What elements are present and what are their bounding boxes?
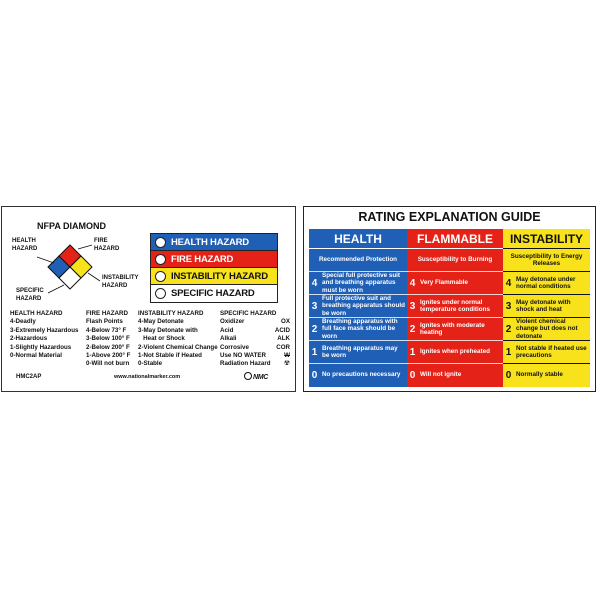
leader-line-instability	[88, 273, 100, 281]
legend-row-health	[151, 234, 277, 251]
leader-line-fire	[78, 245, 92, 249]
rating-number: 0	[409, 369, 416, 381]
rating-row	[309, 340, 407, 363]
leader-line-health	[37, 257, 54, 263]
column-subheader: Susceptibility to Energy Releases	[503, 248, 590, 271]
nmc-logo	[244, 372, 268, 381]
column-line: 0-Normal Material	[10, 352, 62, 360]
column-line: 4-May Detonate	[138, 318, 184, 326]
specific-row	[220, 327, 290, 335]
rating-text: May detonate with shock and heat	[516, 298, 571, 313]
legend-label: SPECIFIC HAZARD	[171, 288, 255, 299]
column-line: 4-Below 73° F	[86, 326, 127, 334]
column-header: INSTABILITY	[509, 231, 584, 246]
fire-hazard-column	[86, 310, 130, 369]
column-line: 3-May Detonate with	[138, 326, 198, 334]
rating-number: 4	[409, 277, 416, 289]
specific-hazard-column	[220, 310, 290, 369]
rating-text: Will not ignite	[420, 371, 462, 379]
rating-text: No precautions necessary	[322, 371, 401, 379]
specific-row	[220, 318, 290, 326]
rating-row	[407, 340, 503, 363]
instability-column	[503, 229, 590, 387]
rating-number: 2	[409, 323, 416, 335]
label-fire-hazard: FIRE HAZARD	[94, 238, 120, 252]
column-line: 1-Not Stable if Heated	[138, 352, 202, 360]
rating-number: 3	[311, 300, 318, 312]
legend-row-instability	[151, 268, 277, 285]
rating-number: 2	[311, 323, 318, 335]
legend-label: HEALTH HAZARD	[171, 236, 249, 248]
column-line: 1-Above 200° F	[86, 352, 131, 360]
hazard-legend	[150, 233, 278, 303]
column-heading: FIRE HAZARD	[86, 310, 128, 317]
rating-text: Full protective suit and breathing apparatus should be worn	[322, 295, 405, 317]
rating-text: Breathing apparatus with full face mask should be worn	[322, 318, 398, 340]
column-line: 1-Slightly Hazardous	[10, 343, 72, 351]
column-header: HEALTH	[334, 231, 382, 246]
rating-row	[503, 317, 590, 340]
logo-text: NMC	[253, 374, 269, 381]
rating-text: Normally stable	[516, 371, 563, 379]
column-line: 3-Extremely Hazardous	[10, 326, 79, 334]
rating-grid	[309, 229, 590, 387]
rating-text: Very Flammable	[420, 279, 468, 287]
rating-number: 0	[311, 369, 318, 381]
legend-label: INSTABILITY HAZARD	[171, 270, 268, 282]
specific-name: Use NO WATER	[220, 352, 266, 360]
health-column	[309, 229, 407, 387]
rating-text: Ignites under normal temperature conditions	[420, 298, 490, 313]
label-instability-hazard: INSTABILITY HAZARD	[102, 275, 139, 289]
rating-row	[503, 294, 590, 317]
radiation-icon: ☢	[283, 360, 290, 368]
rating-row	[407, 317, 503, 340]
specific-code: ALK	[277, 335, 290, 343]
rating-row	[309, 363, 407, 386]
instability-hazard-column	[138, 310, 218, 369]
specific-name: Corrosive	[220, 343, 249, 351]
circle-icon	[155, 288, 166, 299]
legend-row-specific	[151, 285, 277, 302]
specific-row	[220, 360, 290, 368]
rating-number: 2	[505, 323, 512, 335]
specific-row	[220, 335, 290, 343]
column-heading: SPECIFIC HAZARD	[220, 310, 277, 317]
specific-name: Radiation Hazard	[220, 360, 271, 368]
rating-number: 4	[311, 277, 318, 289]
rating-row	[503, 340, 590, 363]
column-subheader: Recommended Protection	[309, 248, 407, 271]
specific-name: Oxidizer	[220, 318, 245, 326]
rating-number: 3	[505, 300, 512, 312]
website: www.nationalmarker.com	[114, 374, 181, 380]
rating-number: 4	[505, 277, 512, 289]
rating-row	[309, 271, 407, 294]
column-line: 2-Below 200° F	[86, 343, 130, 351]
column-line: Heat or Shock	[138, 335, 185, 343]
column-line: Flash Points	[86, 318, 123, 326]
rating-text: Violent chemical change but does not detonate	[516, 318, 578, 340]
column-header: FLAMMABLE	[417, 231, 493, 246]
logo-mark-icon	[244, 372, 252, 380]
specific-name: Acid	[220, 326, 234, 334]
rating-number: 0	[505, 369, 512, 381]
specific-row	[220, 352, 290, 360]
legend-row-fire	[151, 251, 277, 268]
specific-code: COR	[276, 343, 290, 351]
rating-text: Breathing apparatus may be worn	[322, 344, 398, 359]
column-line: 3-Below 100° F	[86, 335, 130, 343]
rating-row	[407, 271, 503, 294]
specific-name: Alkali	[220, 335, 237, 343]
rating-text: Ignites with moderate heating	[420, 321, 485, 336]
column-heading: HEALTH HAZARD	[10, 310, 63, 317]
rating-row	[309, 317, 407, 340]
column-line: 4-Deadly	[10, 318, 36, 326]
rating-number: 1	[311, 346, 318, 358]
label-title: NFPA DIAMOND	[37, 221, 106, 231]
circle-icon	[155, 271, 166, 282]
guide-title: RATING EXPLANATION GUIDE	[358, 210, 541, 224]
nfpa-diamond-label	[1, 206, 296, 392]
health-hazard-column	[10, 310, 78, 360]
rating-row	[309, 294, 407, 317]
column-heading: INSTABILITY HAZARD	[138, 310, 204, 317]
rating-text: Ignites when preheated	[420, 348, 490, 356]
part-number: HMC2AP	[16, 374, 42, 380]
label-health-hazard: HEALTH HAZARD	[12, 238, 38, 252]
rating-number: 1	[505, 346, 512, 358]
legend-label: FIRE HAZARD	[171, 253, 234, 265]
flammable-column	[407, 229, 503, 387]
column-line: 2-Hazardous	[10, 335, 48, 343]
rating-explanation-guide	[303, 206, 596, 392]
diamond	[48, 245, 92, 289]
specific-code: ACID	[274, 326, 290, 334]
circle-icon	[155, 254, 166, 265]
rating-number: 3	[409, 300, 416, 312]
leader-line-specific	[48, 285, 64, 293]
no-water-icon: W	[284, 352, 290, 360]
circle-icon	[155, 237, 166, 248]
rating-row	[407, 363, 503, 386]
label-specific-hazard: SPECIFIC HAZARD	[16, 288, 44, 302]
specific-code: OX	[281, 318, 290, 326]
rating-row	[407, 294, 503, 317]
rating-row	[503, 271, 590, 294]
rating-text: Not stable if heated use precautions	[516, 344, 587, 359]
rating-text: May detonate under normal conditions	[516, 275, 576, 290]
rating-row	[503, 363, 590, 386]
rating-text: Special full protective suit and breathing apparatus must be worn	[322, 272, 401, 294]
column-line: 0-Will not burn	[86, 360, 130, 368]
specific-row	[220, 344, 290, 352]
column-line: 0-Stable	[138, 360, 163, 368]
column-line: 2-Violent Chemical Change	[138, 343, 218, 351]
column-subheader: Susceptibility to Burning	[407, 248, 503, 271]
rating-number: 1	[409, 346, 416, 358]
